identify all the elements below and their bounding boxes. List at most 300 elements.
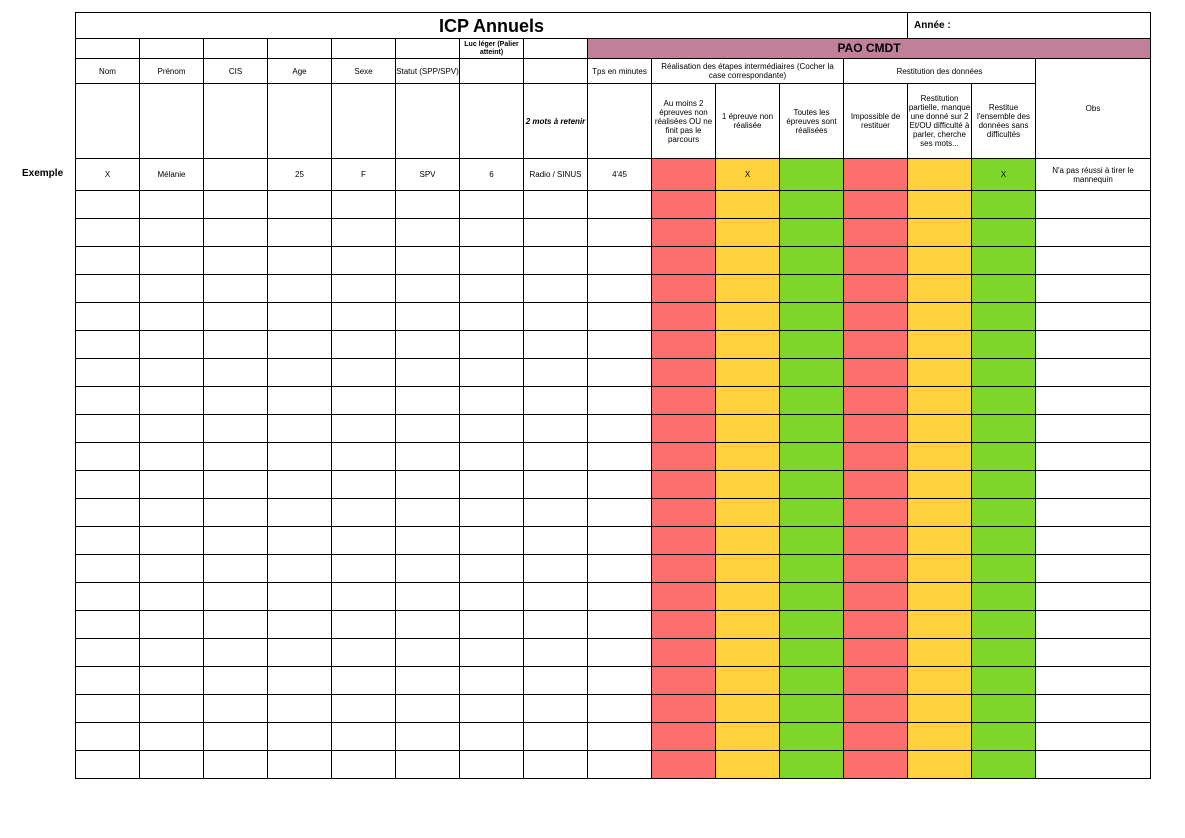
luc-cell[interactable] bbox=[460, 303, 524, 331]
r1-cell[interactable] bbox=[652, 443, 716, 471]
cis-cell[interactable] bbox=[204, 191, 268, 219]
obs-cell[interactable] bbox=[1036, 191, 1151, 219]
age-cell[interactable] bbox=[268, 667, 332, 695]
mots-cell[interactable] bbox=[524, 331, 588, 359]
age-cell[interactable] bbox=[268, 303, 332, 331]
prenom-cell[interactable] bbox=[140, 611, 204, 639]
luc-cell[interactable] bbox=[460, 275, 524, 303]
age-cell[interactable] bbox=[268, 555, 332, 583]
age-cell[interactable] bbox=[268, 751, 332, 779]
cis-cell[interactable] bbox=[204, 583, 268, 611]
r1-cell[interactable] bbox=[652, 359, 716, 387]
d3-cell[interactable] bbox=[972, 359, 1036, 387]
year-field[interactable] bbox=[908, 13, 1151, 39]
nom-cell[interactable] bbox=[76, 499, 140, 527]
sexe-cell[interactable] bbox=[332, 611, 396, 639]
obs-cell[interactable] bbox=[1036, 695, 1151, 723]
cis-cell[interactable] bbox=[204, 723, 268, 751]
r2-cell[interactable] bbox=[716, 359, 780, 387]
tps-cell[interactable] bbox=[588, 247, 652, 275]
statut-cell[interactable] bbox=[396, 555, 460, 583]
sexe-cell[interactable] bbox=[332, 667, 396, 695]
prenom-cell[interactable] bbox=[140, 443, 204, 471]
mots-cell[interactable] bbox=[524, 275, 588, 303]
obs-cell[interactable] bbox=[1036, 443, 1151, 471]
statut-cell[interactable] bbox=[396, 191, 460, 219]
r1-cell[interactable] bbox=[652, 639, 716, 667]
mots-cell[interactable] bbox=[524, 443, 588, 471]
d2-cell[interactable] bbox=[908, 359, 972, 387]
example-statut[interactable]: SPV bbox=[396, 159, 460, 191]
d1-cell[interactable] bbox=[844, 527, 908, 555]
luc-cell[interactable] bbox=[460, 695, 524, 723]
age-cell[interactable] bbox=[268, 247, 332, 275]
example-d3-cell[interactable]: X bbox=[972, 159, 1036, 191]
nom-cell[interactable] bbox=[76, 443, 140, 471]
statut-cell[interactable] bbox=[396, 639, 460, 667]
cis-cell[interactable] bbox=[204, 219, 268, 247]
nom-cell[interactable] bbox=[76, 415, 140, 443]
cis-cell[interactable] bbox=[204, 415, 268, 443]
d1-cell[interactable] bbox=[844, 331, 908, 359]
r3-cell[interactable] bbox=[780, 667, 844, 695]
luc-cell[interactable] bbox=[460, 499, 524, 527]
tps-cell[interactable] bbox=[588, 191, 652, 219]
example-sexe[interactable]: F bbox=[332, 159, 396, 191]
d2-cell[interactable] bbox=[908, 415, 972, 443]
r1-cell[interactable] bbox=[652, 611, 716, 639]
d1-cell[interactable] bbox=[844, 695, 908, 723]
nom-cell[interactable] bbox=[76, 247, 140, 275]
d3-cell[interactable] bbox=[972, 723, 1036, 751]
sexe-cell[interactable] bbox=[332, 527, 396, 555]
d2-cell[interactable] bbox=[908, 583, 972, 611]
cis-cell[interactable] bbox=[204, 387, 268, 415]
d1-cell[interactable] bbox=[844, 723, 908, 751]
cis-cell[interactable] bbox=[204, 359, 268, 387]
luc-cell[interactable] bbox=[460, 443, 524, 471]
obs-cell[interactable] bbox=[1036, 275, 1151, 303]
d2-cell[interactable] bbox=[908, 751, 972, 779]
cis-cell[interactable] bbox=[204, 667, 268, 695]
obs-cell[interactable] bbox=[1036, 555, 1151, 583]
r1-cell[interactable] bbox=[652, 331, 716, 359]
cis-cell[interactable] bbox=[204, 751, 268, 779]
cis-cell[interactable] bbox=[204, 695, 268, 723]
r1-cell[interactable] bbox=[652, 275, 716, 303]
sexe-cell[interactable] bbox=[332, 695, 396, 723]
r3-cell[interactable] bbox=[780, 695, 844, 723]
r2-cell[interactable] bbox=[716, 219, 780, 247]
d1-cell[interactable] bbox=[844, 751, 908, 779]
obs-cell[interactable] bbox=[1036, 611, 1151, 639]
d2-cell[interactable] bbox=[908, 275, 972, 303]
obs-cell[interactable] bbox=[1036, 387, 1151, 415]
d2-cell[interactable] bbox=[908, 443, 972, 471]
d3-cell[interactable] bbox=[972, 275, 1036, 303]
d3-cell[interactable] bbox=[972, 247, 1036, 275]
mots-cell[interactable] bbox=[524, 611, 588, 639]
luc-cell[interactable] bbox=[460, 219, 524, 247]
statut-cell[interactable] bbox=[396, 303, 460, 331]
prenom-cell[interactable] bbox=[140, 303, 204, 331]
r2-cell[interactable] bbox=[716, 303, 780, 331]
statut-cell[interactable] bbox=[396, 695, 460, 723]
tps-cell[interactable] bbox=[588, 499, 652, 527]
d1-cell[interactable] bbox=[844, 387, 908, 415]
d2-cell[interactable] bbox=[908, 639, 972, 667]
luc-cell[interactable] bbox=[460, 611, 524, 639]
r3-cell[interactable] bbox=[780, 639, 844, 667]
r1-cell[interactable] bbox=[652, 555, 716, 583]
example-age[interactable]: 25 bbox=[268, 159, 332, 191]
cis-cell[interactable] bbox=[204, 639, 268, 667]
tps-cell[interactable] bbox=[588, 275, 652, 303]
nom-cell[interactable] bbox=[76, 359, 140, 387]
cis-cell[interactable] bbox=[204, 527, 268, 555]
d1-cell[interactable] bbox=[844, 275, 908, 303]
prenom-cell[interactable] bbox=[140, 471, 204, 499]
cis-cell[interactable] bbox=[204, 611, 268, 639]
d2-cell[interactable] bbox=[908, 723, 972, 751]
obs-cell[interactable] bbox=[1036, 331, 1151, 359]
r2-cell[interactable] bbox=[716, 611, 780, 639]
prenom-cell[interactable] bbox=[140, 331, 204, 359]
luc-cell[interactable] bbox=[460, 415, 524, 443]
statut-cell[interactable] bbox=[396, 611, 460, 639]
prenom-cell[interactable] bbox=[140, 499, 204, 527]
d3-cell[interactable] bbox=[972, 639, 1036, 667]
mots-cell[interactable] bbox=[524, 387, 588, 415]
age-cell[interactable] bbox=[268, 387, 332, 415]
r2-cell[interactable] bbox=[716, 275, 780, 303]
age-cell[interactable] bbox=[268, 695, 332, 723]
r2-cell[interactable] bbox=[716, 751, 780, 779]
sexe-cell[interactable] bbox=[332, 219, 396, 247]
d3-cell[interactable] bbox=[972, 303, 1036, 331]
tps-cell[interactable] bbox=[588, 639, 652, 667]
tps-cell[interactable] bbox=[588, 611, 652, 639]
r1-cell[interactable] bbox=[652, 303, 716, 331]
prenom-cell[interactable] bbox=[140, 247, 204, 275]
obs-cell[interactable] bbox=[1036, 499, 1151, 527]
r3-cell[interactable] bbox=[780, 723, 844, 751]
statut-cell[interactable] bbox=[396, 471, 460, 499]
r3-cell[interactable] bbox=[780, 359, 844, 387]
d3-cell[interactable] bbox=[972, 555, 1036, 583]
example-d1-cell[interactable] bbox=[844, 159, 908, 191]
r3-cell[interactable] bbox=[780, 415, 844, 443]
mots-cell[interactable] bbox=[524, 527, 588, 555]
tps-cell[interactable] bbox=[588, 527, 652, 555]
d3-cell[interactable] bbox=[972, 499, 1036, 527]
r3-cell[interactable] bbox=[780, 443, 844, 471]
r1-cell[interactable] bbox=[652, 191, 716, 219]
r1-cell[interactable] bbox=[652, 387, 716, 415]
tps-cell[interactable] bbox=[588, 555, 652, 583]
d3-cell[interactable] bbox=[972, 695, 1036, 723]
r2-cell[interactable] bbox=[716, 695, 780, 723]
luc-cell[interactable] bbox=[460, 471, 524, 499]
statut-cell[interactable] bbox=[396, 723, 460, 751]
d3-cell[interactable] bbox=[972, 387, 1036, 415]
obs-cell[interactable] bbox=[1036, 415, 1151, 443]
mots-cell[interactable] bbox=[524, 303, 588, 331]
r1-cell[interactable] bbox=[652, 527, 716, 555]
mots-cell[interactable] bbox=[524, 695, 588, 723]
d1-cell[interactable] bbox=[844, 583, 908, 611]
r3-cell[interactable] bbox=[780, 471, 844, 499]
d2-cell[interactable] bbox=[908, 331, 972, 359]
r2-cell[interactable] bbox=[716, 583, 780, 611]
cis-cell[interactable] bbox=[204, 499, 268, 527]
nom-cell[interactable] bbox=[76, 695, 140, 723]
sexe-cell[interactable] bbox=[332, 471, 396, 499]
obs-cell[interactable] bbox=[1036, 471, 1151, 499]
r2-cell[interactable] bbox=[716, 527, 780, 555]
age-cell[interactable] bbox=[268, 639, 332, 667]
statut-cell[interactable] bbox=[396, 667, 460, 695]
tps-cell[interactable] bbox=[588, 695, 652, 723]
mots-cell[interactable] bbox=[524, 219, 588, 247]
age-cell[interactable] bbox=[268, 415, 332, 443]
luc-cell[interactable] bbox=[460, 527, 524, 555]
r1-cell[interactable] bbox=[652, 415, 716, 443]
sexe-cell[interactable] bbox=[332, 191, 396, 219]
sexe-cell[interactable] bbox=[332, 387, 396, 415]
d2-cell[interactable] bbox=[908, 247, 972, 275]
obs-cell[interactable] bbox=[1036, 527, 1151, 555]
mots-cell[interactable] bbox=[524, 555, 588, 583]
d1-cell[interactable] bbox=[844, 415, 908, 443]
d2-cell[interactable] bbox=[908, 303, 972, 331]
d3-cell[interactable] bbox=[972, 219, 1036, 247]
prenom-cell[interactable] bbox=[140, 387, 204, 415]
r3-cell[interactable] bbox=[780, 555, 844, 583]
obs-cell[interactable] bbox=[1036, 583, 1151, 611]
r3-cell[interactable] bbox=[780, 275, 844, 303]
age-cell[interactable] bbox=[268, 723, 332, 751]
r3-cell[interactable] bbox=[780, 583, 844, 611]
cis-cell[interactable] bbox=[204, 303, 268, 331]
d2-cell[interactable] bbox=[908, 695, 972, 723]
d3-cell[interactable] bbox=[972, 331, 1036, 359]
obs-cell[interactable] bbox=[1036, 723, 1151, 751]
age-cell[interactable] bbox=[268, 499, 332, 527]
d2-cell[interactable] bbox=[908, 471, 972, 499]
sexe-cell[interactable] bbox=[332, 331, 396, 359]
d2-cell[interactable] bbox=[908, 667, 972, 695]
tps-cell[interactable] bbox=[588, 471, 652, 499]
d2-cell[interactable] bbox=[908, 611, 972, 639]
nom-cell[interactable] bbox=[76, 723, 140, 751]
nom-cell[interactable] bbox=[76, 639, 140, 667]
nom-cell[interactable] bbox=[76, 219, 140, 247]
d3-cell[interactable] bbox=[972, 667, 1036, 695]
age-cell[interactable] bbox=[268, 443, 332, 471]
tps-cell[interactable] bbox=[588, 443, 652, 471]
obs-cell[interactable] bbox=[1036, 247, 1151, 275]
mots-cell[interactable] bbox=[524, 247, 588, 275]
r1-cell[interactable] bbox=[652, 751, 716, 779]
sexe-cell[interactable] bbox=[332, 415, 396, 443]
nom-cell[interactable] bbox=[76, 667, 140, 695]
r2-cell[interactable] bbox=[716, 723, 780, 751]
tps-cell[interactable] bbox=[588, 387, 652, 415]
example-d2-cell[interactable] bbox=[908, 159, 972, 191]
sexe-cell[interactable] bbox=[332, 555, 396, 583]
nom-cell[interactable] bbox=[76, 191, 140, 219]
tps-cell[interactable] bbox=[588, 219, 652, 247]
d1-cell[interactable] bbox=[844, 555, 908, 583]
statut-cell[interactable] bbox=[396, 219, 460, 247]
r2-cell[interactable] bbox=[716, 387, 780, 415]
prenom-cell[interactable] bbox=[140, 695, 204, 723]
r3-cell[interactable] bbox=[780, 751, 844, 779]
mots-cell[interactable] bbox=[524, 723, 588, 751]
r1-cell[interactable] bbox=[652, 667, 716, 695]
d2-cell[interactable] bbox=[908, 191, 972, 219]
sexe-cell[interactable] bbox=[332, 583, 396, 611]
age-cell[interactable] bbox=[268, 527, 332, 555]
age-cell[interactable] bbox=[268, 275, 332, 303]
tps-cell[interactable] bbox=[588, 751, 652, 779]
mots-cell[interactable] bbox=[524, 415, 588, 443]
nom-cell[interactable] bbox=[76, 555, 140, 583]
obs-cell[interactable] bbox=[1036, 639, 1151, 667]
d1-cell[interactable] bbox=[844, 247, 908, 275]
age-cell[interactable] bbox=[268, 359, 332, 387]
statut-cell[interactable] bbox=[396, 751, 460, 779]
tps-cell[interactable] bbox=[588, 667, 652, 695]
mots-cell[interactable] bbox=[524, 471, 588, 499]
r2-cell[interactable] bbox=[716, 415, 780, 443]
obs-cell[interactable] bbox=[1036, 751, 1151, 779]
luc-cell[interactable] bbox=[460, 247, 524, 275]
r1-cell[interactable] bbox=[652, 247, 716, 275]
d3-cell[interactable] bbox=[972, 611, 1036, 639]
prenom-cell[interactable] bbox=[140, 583, 204, 611]
r2-cell[interactable] bbox=[716, 499, 780, 527]
d3-cell[interactable] bbox=[972, 527, 1036, 555]
sexe-cell[interactable] bbox=[332, 499, 396, 527]
prenom-cell[interactable] bbox=[140, 555, 204, 583]
luc-cell[interactable] bbox=[460, 583, 524, 611]
example-r1-cell[interactable] bbox=[652, 159, 716, 191]
sexe-cell[interactable] bbox=[332, 247, 396, 275]
luc-cell[interactable] bbox=[460, 191, 524, 219]
d2-cell[interactable] bbox=[908, 555, 972, 583]
statut-cell[interactable] bbox=[396, 247, 460, 275]
age-cell[interactable] bbox=[268, 611, 332, 639]
statut-cell[interactable] bbox=[396, 275, 460, 303]
tps-cell[interactable] bbox=[588, 331, 652, 359]
d1-cell[interactable] bbox=[844, 219, 908, 247]
nom-cell[interactable] bbox=[76, 583, 140, 611]
luc-cell[interactable] bbox=[460, 751, 524, 779]
nom-cell[interactable] bbox=[76, 751, 140, 779]
r1-cell[interactable] bbox=[652, 219, 716, 247]
mots-cell[interactable] bbox=[524, 667, 588, 695]
d1-cell[interactable] bbox=[844, 191, 908, 219]
sexe-cell[interactable] bbox=[332, 303, 396, 331]
tps-cell[interactable] bbox=[588, 359, 652, 387]
d1-cell[interactable] bbox=[844, 667, 908, 695]
luc-cell[interactable] bbox=[460, 331, 524, 359]
d1-cell[interactable] bbox=[844, 443, 908, 471]
nom-cell[interactable] bbox=[76, 611, 140, 639]
example-luc[interactable]: 6 bbox=[460, 159, 524, 191]
cis-cell[interactable] bbox=[204, 275, 268, 303]
sexe-cell[interactable] bbox=[332, 639, 396, 667]
tps-cell[interactable] bbox=[588, 583, 652, 611]
sexe-cell[interactable] bbox=[332, 359, 396, 387]
statut-cell[interactable] bbox=[396, 499, 460, 527]
cis-cell[interactable] bbox=[204, 443, 268, 471]
example-r2-cell[interactable]: X bbox=[716, 159, 780, 191]
example-prenom[interactable]: Mélanie bbox=[140, 159, 204, 191]
d1-cell[interactable] bbox=[844, 303, 908, 331]
luc-cell[interactable] bbox=[460, 667, 524, 695]
r2-cell[interactable] bbox=[716, 667, 780, 695]
prenom-cell[interactable] bbox=[140, 359, 204, 387]
example-tps[interactable]: 4'45 bbox=[588, 159, 652, 191]
r2-cell[interactable] bbox=[716, 639, 780, 667]
mots-cell[interactable] bbox=[524, 639, 588, 667]
mots-cell[interactable] bbox=[524, 191, 588, 219]
d1-cell[interactable] bbox=[844, 359, 908, 387]
example-mots[interactable]: Radio / SINUS bbox=[524, 159, 588, 191]
age-cell[interactable] bbox=[268, 331, 332, 359]
prenom-cell[interactable] bbox=[140, 219, 204, 247]
d2-cell[interactable] bbox=[908, 499, 972, 527]
mots-cell[interactable] bbox=[524, 499, 588, 527]
d3-cell[interactable] bbox=[972, 751, 1036, 779]
tps-cell[interactable] bbox=[588, 303, 652, 331]
prenom-cell[interactable] bbox=[140, 527, 204, 555]
luc-cell[interactable] bbox=[460, 555, 524, 583]
prenom-cell[interactable] bbox=[140, 191, 204, 219]
statut-cell[interactable] bbox=[396, 387, 460, 415]
r2-cell[interactable] bbox=[716, 471, 780, 499]
r3-cell[interactable] bbox=[780, 331, 844, 359]
r2-cell[interactable] bbox=[716, 247, 780, 275]
r3-cell[interactable] bbox=[780, 219, 844, 247]
r3-cell[interactable] bbox=[780, 247, 844, 275]
prenom-cell[interactable] bbox=[140, 639, 204, 667]
prenom-cell[interactable] bbox=[140, 667, 204, 695]
tps-cell[interactable] bbox=[588, 723, 652, 751]
r3-cell[interactable] bbox=[780, 611, 844, 639]
luc-cell[interactable] bbox=[460, 359, 524, 387]
statut-cell[interactable] bbox=[396, 527, 460, 555]
mots-cell[interactable] bbox=[524, 359, 588, 387]
mots-cell[interactable] bbox=[524, 751, 588, 779]
r2-cell[interactable] bbox=[716, 443, 780, 471]
r2-cell[interactable] bbox=[716, 555, 780, 583]
d3-cell[interactable] bbox=[972, 583, 1036, 611]
d1-cell[interactable] bbox=[844, 471, 908, 499]
d3-cell[interactable] bbox=[972, 471, 1036, 499]
d3-cell[interactable] bbox=[972, 191, 1036, 219]
r3-cell[interactable] bbox=[780, 191, 844, 219]
d3-cell[interactable] bbox=[972, 443, 1036, 471]
r3-cell[interactable] bbox=[780, 499, 844, 527]
r2-cell[interactable] bbox=[716, 331, 780, 359]
nom-cell[interactable] bbox=[76, 471, 140, 499]
r1-cell[interactable] bbox=[652, 723, 716, 751]
age-cell[interactable] bbox=[268, 219, 332, 247]
